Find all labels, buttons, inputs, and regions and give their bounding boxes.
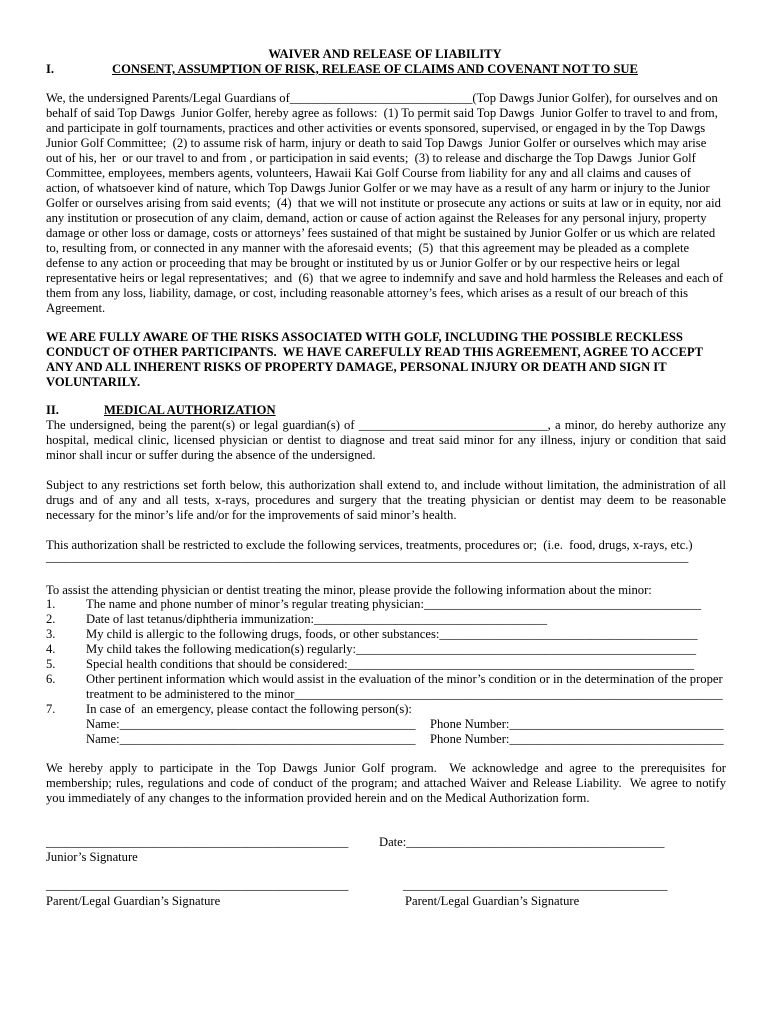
other-info-field[interactable]: ____________________________________________________________________ bbox=[294, 687, 723, 701]
paragraph-line: drugs and of any and all tests, x-rays, procedures and surgery that the treating physician or dentist may deem to be reasonable bbox=[46, 493, 726, 507]
section-1-number: I. bbox=[46, 62, 55, 76]
date-row bbox=[379, 835, 664, 850]
phone-label: Phone Number: bbox=[430, 732, 510, 746]
acknowledgement-line: ANY AND ALL INHERENT RISKS OF PROPERTY DAMAGE, PERSONAL INJURY OR DEATH AND SIGN IT bbox=[46, 360, 667, 374]
guardian-intro-text: We, the undersigned Parents/Legal Guardians of bbox=[46, 91, 290, 105]
acknowledgement-line: WE ARE FULLY AWARE OF THE RISKS ASSOCIATED WITH GOLF, INCLUDING THE POSSIBLE RECKLESS bbox=[46, 330, 683, 344]
paragraph-line: defense to any action or proceeding that may be brought or instituted by us or Junior Golfer or by our respective heirs or legal bbox=[46, 256, 681, 270]
emergency-phone-field[interactable]: __________________________________ bbox=[509, 732, 724, 746]
medical-info-item bbox=[46, 612, 547, 627]
item-number: 1. bbox=[46, 597, 56, 611]
name-label: Name: bbox=[86, 717, 120, 731]
item-label: Special health conditions that should be considered: bbox=[86, 657, 348, 671]
item-label: In case of an emergency, please contact the following person(s): bbox=[86, 702, 412, 716]
section-1-heading: CONSENT, ASSUMPTION OF RISK, RELEASE OF CLAIMS AND COVENANT NOT TO SUE bbox=[112, 62, 638, 76]
emergency-phone-field[interactable]: __________________________________ bbox=[509, 717, 724, 731]
paragraph-line: Committee, employees, members agents, volunteers, Hawaii Kai Golf Course from liability for any and all claims and causes of bbox=[46, 166, 691, 180]
item-label: The name and phone number of minor’s regular treating physician: bbox=[86, 597, 424, 611]
guardian-1-signature-field[interactable]: ________________________________________________ bbox=[46, 878, 349, 892]
paragraph-line: hospital, medical clinic, licensed physician or dentist to diagnose and treat said minor for any illness, injury or condition that said bbox=[46, 433, 726, 447]
junior-signature-field[interactable]: ________________________________________________ bbox=[46, 835, 349, 849]
authorization-scope-paragraph bbox=[46, 478, 726, 523]
paragraph-line: and participate in golf tournaments, practices and other activities or events sponsored, supervised, or engaged in by the Top Dawgs bbox=[46, 121, 706, 135]
allergies-field[interactable]: _________________________________________ bbox=[439, 627, 698, 641]
medical-info-item bbox=[46, 702, 412, 717]
restriction-text: This authorization shall be restricted to exclude the following services, treatments, procedures or; (i.e. food, drugs, x-rays, etc.) bbox=[46, 538, 693, 552]
item-label: Other pertinent information which would assist in the evaluation of the minor’s condition or in the determination of the proper bbox=[86, 672, 723, 686]
paragraph-line: Subject to any restrictions set forth below, this authorization shall extend to, and include without limitation, the administration of all bbox=[46, 478, 726, 492]
paragraph-line bbox=[46, 418, 726, 433]
date-field[interactable]: _________________________________________ bbox=[406, 835, 665, 849]
medical-info-item bbox=[46, 657, 694, 672]
item-number: 4. bbox=[46, 642, 56, 656]
authorization-intro-text: The undersigned, being the parent(s) or legal guardian(s) of bbox=[46, 418, 359, 432]
emergency-contact-phone bbox=[430, 717, 724, 732]
paragraph-line: Junior Golf Committee; (2) to assume risk of harm, injury or death to said Top Dawgs Junior Golfer or ourselves which may arise bbox=[46, 136, 707, 150]
paragraph-line: Golfer or ourselves arising from said events; (4) that we will not institute or prosecute any actions or suits at law or in equity, nor aid bbox=[46, 196, 721, 210]
paragraph-line: action, of whatsoever kind of nature, which Top Dawgs Junior Golfer or we may have as a result of any harm or injury to the Junior bbox=[46, 181, 710, 195]
item-number: 3. bbox=[46, 627, 56, 641]
paragraph-line: damage or other loss or damage, costs or attorneys’ fees sustained of that might be sustained by Junior Golfer or us which are related bbox=[46, 226, 716, 240]
guardian-2-signature-label: Parent/Legal Guardian’s Signature bbox=[405, 894, 580, 908]
paragraph-line: behalf of said Top Dawgs Junior Golfer, hereby agree as follows: (1) To permit said Top Dawgs Junior Golfer to travel to and from, bbox=[46, 106, 718, 120]
paragraph-line: them from any loss, liability, damage, or cost, including reasonable attorney’s fees, which arises as a result of our breach of this bbox=[46, 286, 688, 300]
restriction-field[interactable]: ______________________________________________________________________________________________________ bbox=[46, 550, 689, 564]
phone-label: Phone Number: bbox=[430, 717, 510, 731]
document-title: WAIVER AND RELEASE OF LIABILITY bbox=[268, 47, 502, 61]
medical-info-item bbox=[46, 642, 696, 657]
paragraph-line: out of his, her or our travel to and from , or participation in said events; (3) to release and discharge the Top Dawgs Junior Golf bbox=[46, 151, 696, 165]
item-number: 7. bbox=[46, 702, 56, 716]
medical-authorization-paragraph bbox=[46, 418, 726, 463]
paragraph-line: membership; rules, regulations and code of conduct of the program; and attached Waiver and Release Liability. We agree to notify bbox=[46, 776, 726, 790]
emergency-contact-name bbox=[86, 732, 416, 747]
guardian-intro-rest-text: (Top Dawgs Junior Golfer), for ourselves and on bbox=[472, 91, 718, 105]
guardian-2-signature-field[interactable]: __________________________________________ bbox=[403, 878, 668, 892]
paragraph-line: necessary for the minor’s life and/or for the improvements of said minor’s health. bbox=[46, 508, 457, 522]
item-number: 2. bbox=[46, 612, 56, 626]
risk-acknowledgement-paragraph bbox=[46, 330, 726, 390]
item-label: My child is allergic to the following drugs, foods, or other substances: bbox=[86, 627, 440, 641]
section-2-heading: MEDICAL AUTHORIZATION bbox=[104, 403, 276, 417]
paragraph-line: to, resulting from, or connected in any manner with the aforesaid events; (5) that this agreement may be pleaded as a complete bbox=[46, 241, 690, 255]
acknowledgement-line: VOLUNTARILY. bbox=[46, 375, 141, 389]
consent-paragraph bbox=[46, 91, 726, 316]
minor-name-field[interactable]: ______________________________ bbox=[358, 418, 548, 432]
emergency-contact-phone bbox=[430, 732, 724, 747]
item-number: 6. bbox=[46, 672, 56, 686]
item-label: treatment to be administered to the minor bbox=[86, 687, 295, 701]
paragraph-line: We hereby apply to participate in the Top Dawgs Junior Golf program. We acknowledge and agree to the prerequisites for bbox=[46, 761, 726, 775]
physician-field[interactable]: ____________________________________________ bbox=[423, 597, 702, 611]
medical-info-item bbox=[46, 672, 723, 687]
item-label: My child takes the following medication(s) regularly: bbox=[86, 642, 356, 656]
medical-info-item bbox=[46, 627, 698, 642]
item-number: 5. bbox=[46, 657, 56, 671]
medical-info-item bbox=[46, 597, 701, 612]
section-2-number: II. bbox=[46, 403, 59, 417]
health-conditions-field[interactable]: _______________________________________________________ bbox=[347, 657, 694, 671]
acknowledgement-line: CONDUCT OF OTHER PARTICIPANTS. WE HAVE CAREFULLY READ THIS AGREEMENT, AGREE TO ACCEPT bbox=[46, 345, 704, 359]
guardian-1-signature-label: Parent/Legal Guardian’s Signature bbox=[46, 894, 221, 908]
application-paragraph bbox=[46, 761, 726, 806]
paragraph-line: representative heirs or legal representatives; and (6) that we agree to indemnify and save and hold harmless the Releases and each of bbox=[46, 271, 724, 285]
junior-signature-label: Junior’s Signature bbox=[46, 850, 138, 864]
paragraph-line: minor shall incur or suffer during the absence of the undersigned. bbox=[46, 448, 376, 462]
tetanus-date-field[interactable]: _____________________________________ bbox=[314, 612, 548, 626]
paragraph-line: you immediately of any changes to the information provided herein and on the Medical Authorization form. bbox=[46, 791, 590, 805]
emergency-contact-name bbox=[86, 717, 416, 732]
name-label: Name: bbox=[86, 732, 120, 746]
golfer-name-field[interactable]: _____________________________ bbox=[289, 91, 473, 105]
authorization-intro-rest-text: , a minor, do hereby authorize any bbox=[547, 418, 727, 432]
medical-info-item-continuation bbox=[86, 687, 723, 702]
medications-field[interactable]: ______________________________________________________ bbox=[356, 642, 697, 656]
paragraph-line bbox=[46, 91, 726, 106]
emergency-name-field[interactable]: _______________________________________________ bbox=[119, 717, 416, 731]
paragraph-line: Agreement. bbox=[46, 301, 106, 315]
item-label: Date of last tetanus/diphtheria immunization: bbox=[86, 612, 315, 626]
info-intro-text: To assist the attending physician or dentist treating the minor, please provide the following information about the minor: bbox=[46, 583, 652, 597]
emergency-name-field[interactable]: _______________________________________________ bbox=[119, 732, 416, 746]
date-label: Date: bbox=[379, 835, 407, 849]
paragraph-line: any institution or prosecution of any claim, demand, action or cause of action against the Releases for any personal injury, property bbox=[46, 211, 707, 225]
